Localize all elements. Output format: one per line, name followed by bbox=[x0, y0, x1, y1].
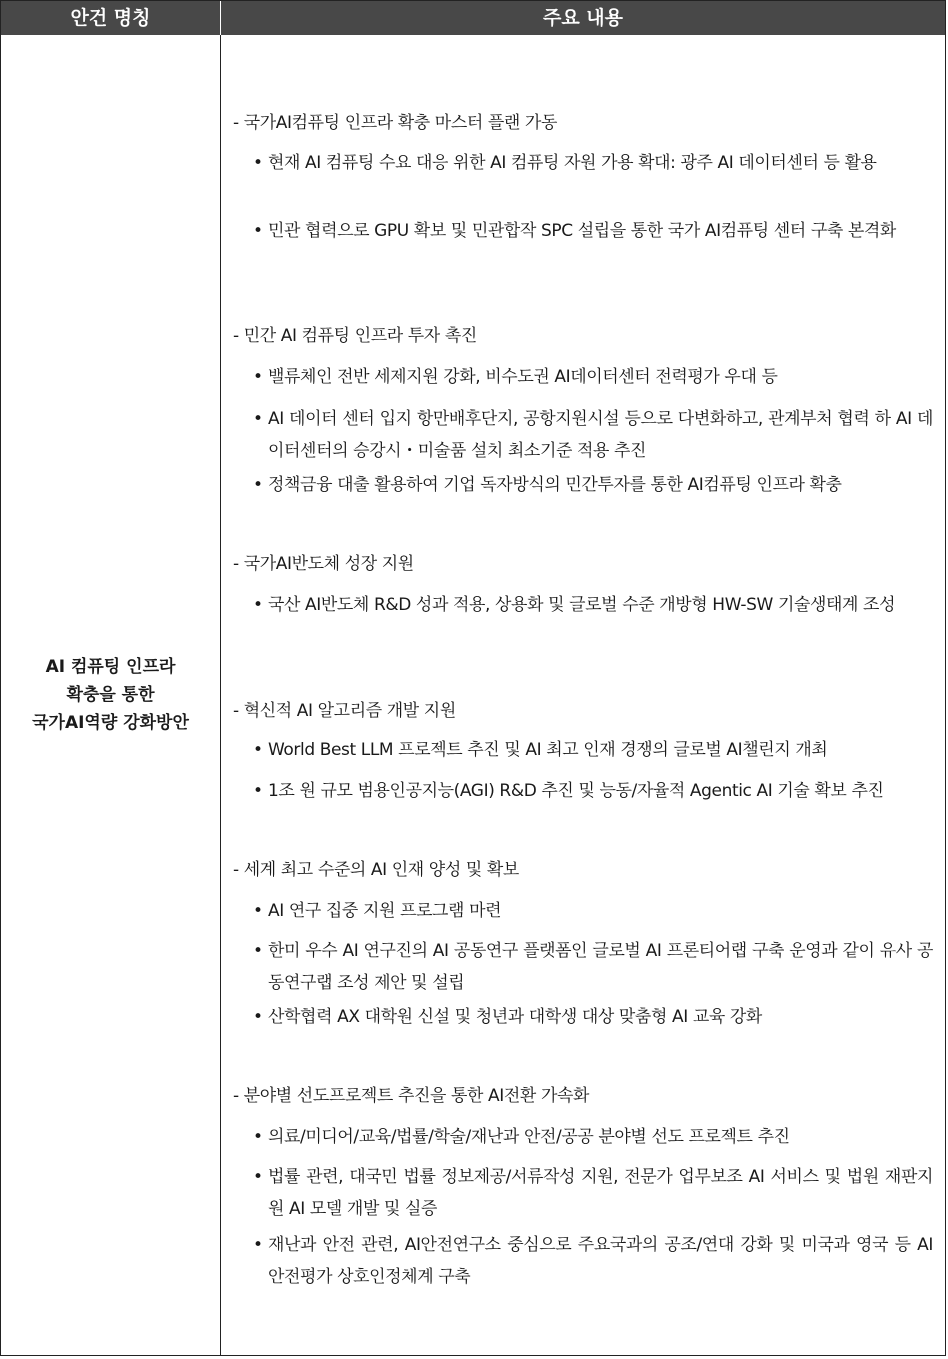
bullet-text: AI 데이터 센터 입지 항만배후단지, 공항지원시설 등으로 다변화하고, 관계부처 협력 하 AI 데이터센터의 승강시・미술품 설치 최소기준 적용 추진 bbox=[268, 409, 933, 461]
agenda-name-line: 국가AI역량 강화방안 bbox=[32, 713, 189, 733]
bullet-dot: • bbox=[253, 475, 263, 495]
bullet-item bbox=[253, 895, 933, 927]
bullet-item bbox=[253, 147, 933, 179]
bullet-item bbox=[253, 1161, 933, 1225]
bullet-dot: • bbox=[253, 1235, 263, 1255]
bullet-dot: • bbox=[253, 901, 263, 921]
agenda-name-line: AI 컴퓨팅 인프라 bbox=[45, 657, 176, 677]
bullet-dot: • bbox=[253, 1007, 263, 1027]
bullet-dot: • bbox=[253, 409, 263, 429]
bullet-text: AI 연구 집중 지원 프로그램 마련 bbox=[268, 901, 502, 921]
bullet-text: 정책금융 대출 활용하여 기업 독자방식의 민간투자를 통한 AI컴퓨팅 인프라 확충 bbox=[268, 475, 842, 495]
header-main-content: 주요 내용 bbox=[221, 1, 945, 35]
agenda-name-cell bbox=[1, 35, 220, 1355]
bullet-text: 현재 AI 컴퓨팅 수요 대응 위한 AI 컴퓨팅 자원 가용 확대: 광주 AI 데이터센터 등 활용 bbox=[268, 153, 877, 173]
bullet-item bbox=[253, 734, 933, 766]
bullet-text: 산학협력 AX 대학원 신설 및 청년과 대학생 대상 맞춤형 AI 교육 강화 bbox=[268, 1007, 762, 1027]
bullet-item bbox=[253, 469, 933, 501]
bullet-dot: • bbox=[253, 1127, 263, 1147]
bullet-dot: • bbox=[253, 153, 263, 173]
bullet-item bbox=[253, 1229, 933, 1293]
bullet-text: 밸류체인 전반 세제지원 강화, 비수도권 AI데이터센터 전력평가 우대 등 bbox=[268, 367, 778, 387]
section-title: - 민간 AI 컴퓨팅 인프라 투자 촉진 bbox=[233, 326, 477, 346]
section-title: - 국가AI컴퓨팅 인프라 확충 마스터 플랜 가동 bbox=[233, 113, 557, 133]
bullet-text: 법률 관련, 대국민 법률 정보제공/서류작성 지원, 전문가 업무보조 AI 서비스 및 법원 재판지원 AI 모델 개발 및 실증 bbox=[268, 1167, 933, 1219]
bullet-dot: • bbox=[253, 1167, 263, 1187]
bullet-text: 국산 AI반도체 R&D 성과 적용, 상용화 및 글로벌 수준 개방형 HW-SW 기술생태계 조성 bbox=[268, 595, 896, 615]
bullet-text: 의료/미디어/교육/법률/학술/재난과 안전/공공 분야별 선도 프로젝트 추진 bbox=[268, 1127, 790, 1147]
agenda-name bbox=[32, 653, 189, 737]
section-title: - 혁신적 AI 알고리즘 개발 지원 bbox=[233, 701, 456, 721]
section-title: - 세계 최고 수준의 AI 인재 양성 및 확보 bbox=[233, 860, 519, 880]
section-title: - 분야별 선도프로젝트 추진을 통한 AI전환 가속화 bbox=[233, 1086, 590, 1106]
bullet-item bbox=[253, 1001, 933, 1033]
bullet-item bbox=[253, 589, 933, 621]
bullet-item bbox=[253, 361, 933, 393]
bullet-item bbox=[253, 215, 933, 247]
header-agenda-name: 안건 명칭 bbox=[1, 1, 220, 35]
bullet-text: 재난과 안전 관련, AI안전연구소 중심으로 주요국과의 공조/연대 강화 및 미국과 영국 등 AI 안전평가 상호인정체계 구축 bbox=[268, 1235, 933, 1287]
bullet-item bbox=[253, 775, 933, 807]
bullet-item bbox=[253, 403, 933, 467]
column-divider bbox=[220, 35, 221, 1355]
bullet-dot: • bbox=[253, 740, 263, 760]
bullet-dot: • bbox=[253, 595, 263, 615]
bullet-item bbox=[253, 935, 933, 999]
bullet-dot: • bbox=[253, 781, 263, 801]
bullet-item bbox=[253, 1121, 933, 1153]
bullet-text: 1조 원 규모 범용인공지능(AGI) R&D 추진 및 능동/자율적 Agentic AI 기술 확보 추진 bbox=[268, 781, 884, 801]
agenda-name-line: 확충을 통한 bbox=[66, 685, 155, 705]
section-title: - 국가AI반도체 성장 지원 bbox=[233, 554, 414, 574]
bullet-text: World Best LLM 프로젝트 추진 및 AI 최고 인재 경쟁의 글로벌 AI챌린지 개최 bbox=[268, 740, 828, 760]
bullet-text: 한미 우수 AI 연구진의 AI 공동연구 플랫폼인 글로벌 AI 프론티어랩 구축 운영과 같이 유사 공동연구랩 조성 제안 및 설립 bbox=[268, 941, 933, 993]
bullet-dot: • bbox=[253, 941, 263, 961]
bullet-dot: • bbox=[253, 367, 263, 387]
bullet-text: 민관 협력으로 GPU 확보 및 민관합작 SPC 설립을 통한 국가 AI컴퓨팅 센터 구축 본격화 bbox=[268, 221, 896, 241]
bullet-dot: • bbox=[253, 221, 263, 241]
